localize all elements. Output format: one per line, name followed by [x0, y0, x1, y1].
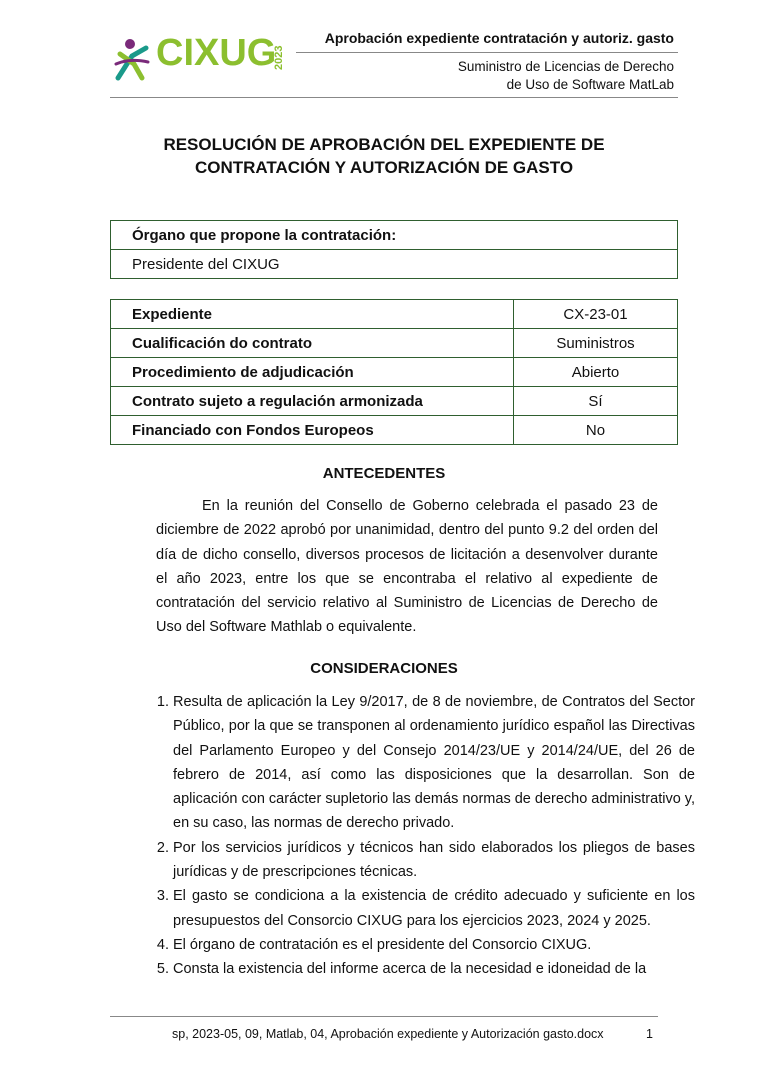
list-item: 5. Consta la existencia del informe acerca de la necesidad e idoneidad de la: [173, 957, 695, 981]
header-divider-top: [296, 52, 678, 53]
header-subtitle: [458, 58, 674, 94]
table-row: [111, 387, 678, 416]
header-subtitle-line2: de Uso de Software MatLab: [506, 77, 674, 92]
detail-key: Expediente: [111, 300, 514, 329]
logo-wordmark: CIXUG: [156, 32, 277, 74]
table-row: [111, 358, 678, 387]
footer-filename: sp, 2023-05, 09, Matlab, 04, Aprobación expediente y Autorización gasto.docx: [172, 1027, 604, 1041]
details-table: [110, 299, 678, 445]
document-title: [0, 133, 768, 179]
table-row: [111, 329, 678, 358]
header-subtitle-line1: Suministro de Licencias de Derecho: [457, 59, 674, 74]
document-title-line1: RESOLUCIÓN DE APROBACIÓN DEL EXPEDIENTE DE: [163, 135, 605, 154]
consideraciones-heading: CONSIDERACIONES: [310, 660, 458, 677]
table-row: [111, 416, 678, 445]
detail-key: Contrato sujeto a regulación armonizada: [111, 387, 514, 416]
detail-key: Cualificación do contrato: [111, 329, 514, 358]
detail-value: No: [514, 416, 678, 445]
detail-value: Suministros: [514, 329, 678, 358]
list-item: 1. Resulta de aplicación la Ley 9/2017, de 8 de noviembre, de Contratos del Sector Público, por la que se transponen al ordenamiento jurídico español las Directivas del Parlamento Europeo y del Consejo 2014/23/UE y 2014/24/UE, del 26 de febrero de 2014, así como las disposiciones que la desarrollan. Son de aplicación con carácter supletorio las demás normas de derecho administrativo y, en su caso, las normas de derecho privado.: [173, 690, 695, 836]
organ-value: Presidente del CIXUG: [111, 250, 678, 279]
document-title-line2: CONTRATACIÓN Y AUTORIZACIÓN DE GASTO: [194, 158, 574, 177]
antecedentes-heading: ANTECEDENTES: [322, 465, 446, 482]
antecedentes-paragraph: En la reunión del Consello de Goberno celebrada el pasado 23 de diciembre de 2022 aprobó por unanimidad, dentro del punto 9.2 del orden del día de dicho consello, diversos procesos de licitación a desenvolver durante el año 2023, entre los que se encontraba el relativo al expediente de contratación del servicio relativo al Suministro de Licencias de Derecho de Uso del Software Mathlab o equivalente.: [156, 498, 658, 636]
list-item: 4. El órgano de contratación es el presidente del Consorcio CIXUG.: [173, 933, 695, 957]
footer-page-number: 1: [646, 1027, 653, 1041]
detail-key: Procedimiento de adjudicación: [111, 358, 514, 387]
list-item: 2. Por los servicios jurídicos y técnicos han sido elaborados los pliegos de bases jurídicas y de prescripciones técnicas.: [173, 836, 695, 885]
organ-table: [110, 220, 678, 279]
organ-label: Órgano que propone la contratación:: [111, 221, 678, 250]
detail-key: Financiado con Fondos Europeos: [111, 416, 514, 445]
list-item: 3. El gasto se condiciona a la existencia de crédito adecuado y suficiente en los presupuestos del Consorcio CIXUG para los ejercicios 2023, 2024 y 2025.: [173, 884, 695, 933]
consideraciones-list: [136, 690, 695, 982]
header-title: Aprobación expediente contratación y autoriz. gasto: [324, 30, 674, 46]
cixug-logo: [112, 30, 292, 86]
header-divider-bottom: [110, 97, 678, 98]
detail-value: Sí: [514, 387, 678, 416]
detail-value: Abierto: [514, 358, 678, 387]
footer-divider: [110, 1016, 658, 1017]
table-row: [111, 300, 678, 329]
cixug-emblem-icon: [112, 34, 152, 84]
detail-value: CX-23-01: [514, 300, 678, 329]
logo-year: 2023: [273, 45, 285, 70]
